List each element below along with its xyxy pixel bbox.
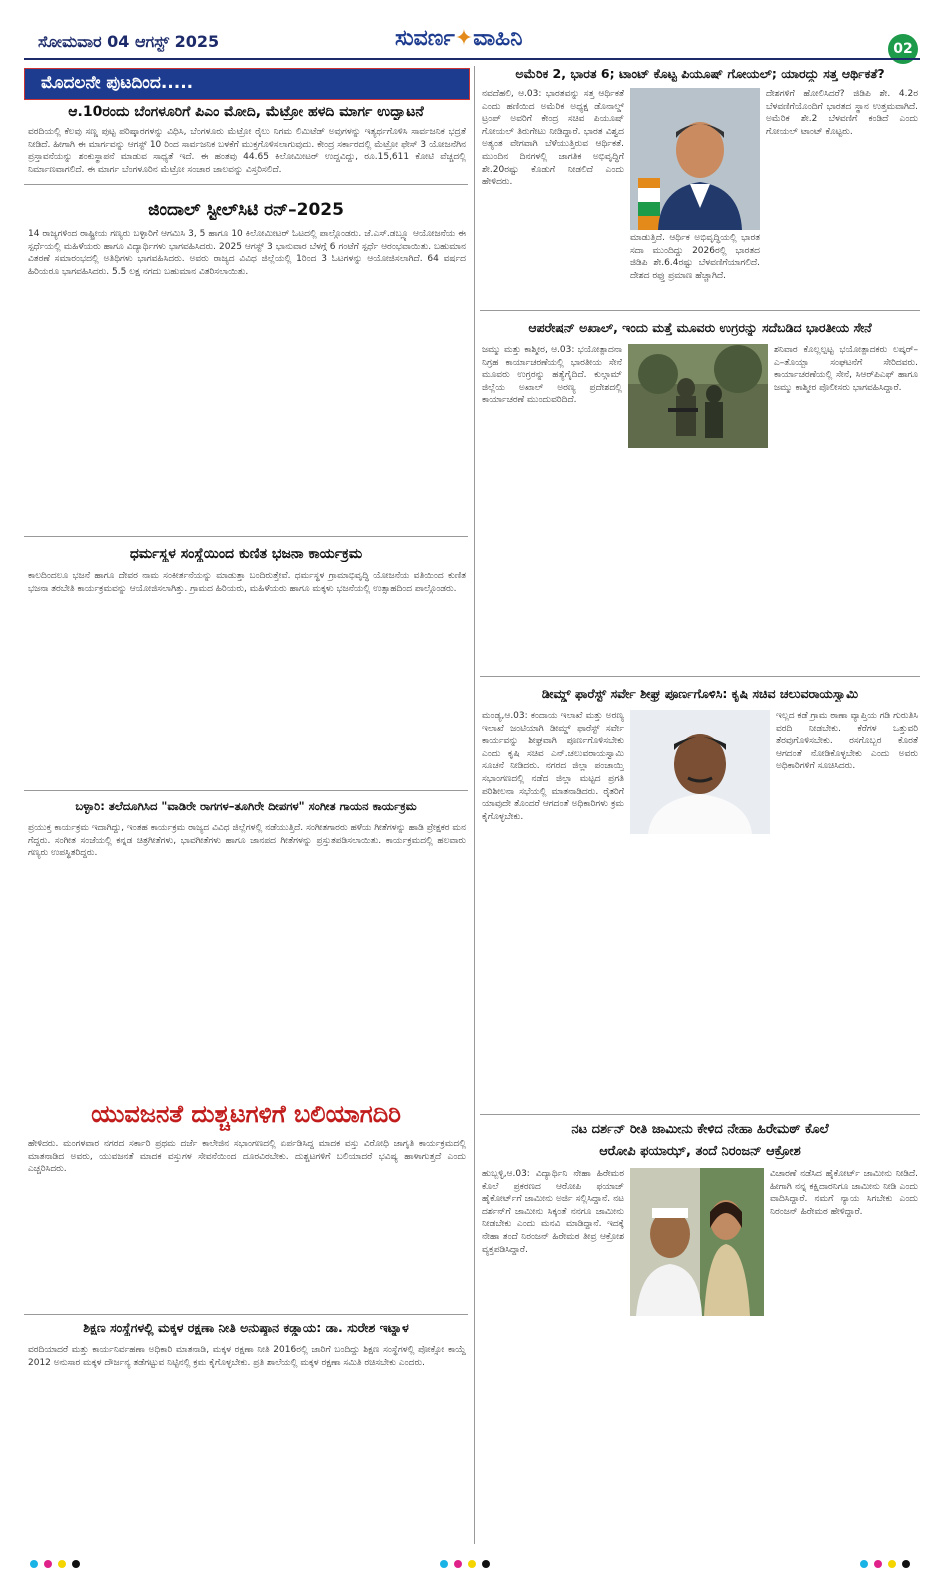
right-story3-body2: ಇಲ್ಲದ ಕಡೆ ಗ್ರಾಮ ಠಾಣಾ ವ್ಯಾಪ್ತಿಯ ಗಡಿ ಗುರುತಿಸಿ ವರದಿ ನೀಡಬೇಕು. ಕೆರೆಗಳ ಒತ್ತುವರಿ ತೆರವುಗೊಳಿಸಬೇಕು. ರಸಗೊಬ್ಬರ ಕೊರತೆ ಆಗದಂತೆ ನೋಡಿಕೊಳ್ಳಬೇಕು ಎಂದು ಅವರು ಅಧಿಕಾರಿಗಳಿಗೆ ಸೂಚಿಸಿದರು. [776,711,918,772]
right-story4-headline: ನಟ ದರ್ಶನ್ ರೀತಿ ಜಾಮೀನು ಕೇಳಿದ ನೇಹಾ ಹಿರೇಮಠ್ ಕೊಲೆ [571,1122,829,1137]
right-story3-body-cont [630,838,770,1110]
left-story4-headline: ಬಳ್ಳಾರಿ: ತಲೆದೂಗಿಸಿದ "ವಾಡಿರೇ ರಾಗಗಳ–ತೂಗಿರೇ ದೀಪಗಳ" ಸಂಗೀತ ಗಾಯನ ಕಾರ್ಯಕ್ರಮ [75,799,417,813]
masthead-emblem-icon: ✦ [454,26,474,51]
left-story6-body: ವರದಿಯಾದರೆ ಮತ್ತು ಕಾರ್ಯನಿರ್ವಹಣಾ ಅಧಿಕಾರಿ ಮಾತನಾಡಿ, ಮಕ್ಕಳ ರಕ್ಷಣಾ ನೀತಿ 2016ರಲ್ಲಿ ಜಾರಿಗೆ ಬಂದಿದ್ದು ಶಿಕ್ಷಣ ಸಂಸ್ಥೆಗಳಲ್ಲಿ ಪೋಕ್ಸೋ ಕಾಯ್ದೆ 2012 ಅನುಸಾರ ಮಕ್ಕಳ ದೌರ್ಜನ್ಯ ತಡೆಗಟ್ಟುವ ನಿಟ್ಟಿನಲ್ಲಿ ಕ್ರಮ ಕೈಗೊಳ್ಳಬೇಕು. ಪ್ರತಿ ಶಾಲೆಯಲ್ಲಿ ಮಕ್ಕಳ ರಕ್ಷಣಾ ಸಮಿತಿ ರಚಿಸಬೇಕು ಎಂದರು. [28,1345,466,1368]
issue-date: ಸೋಮವಾರ 04 ಆಗಸ್ಟ್ 2025 [38,32,220,51]
right-story4-body-cont [630,1320,764,1540]
right-story3-headline: ಡೀಮ್ಡ್ ಫಾರೆಸ್ಟ್ ಸರ್ವೇ ಶೀಘ್ರ ಪೂರ್ಣಗೊಳಿಸಿ: ಕೃಷಿ ಸಚಿವ ಚಲುವರಾಯಸ್ವಾಮಿ [541,686,859,701]
header-rule [24,58,920,60]
divider [24,536,468,537]
neha-family-photo [630,1168,764,1316]
right-story1-body3: ದೇಶಗಳಿಗೆ ಹೋಲಿಸಿದರೆ? ಜಿಡಿಪಿ ಶೇ. 4.2ರ ಬೆಳವಣಿಗೆಯೊಂದಿಗೆ ಭಾರತದ ಸ್ಥಾನ ಉತ್ತಮವಾಗಿದೆ. ಅಮೆರಿಕ ಶೇ.2 ಬೆಳವಣಿಗೆ ಕಂಡಿದೆ ಎಂದು ಗೋಯಲ್ ಟಾಂಟ್ ಕೊಟ್ಟರು. [766,89,918,137]
soldiers-photo [628,344,768,448]
left-story1-headline: ಆ.10ರಂದು ಬೆಂಗಳೂರಿಗೆ ಪಿಎಂ ಮೋದಿ, ಮೆಟ್ರೋ ಹಳದಿ ಮಾರ್ಗ ಉದ್ಘಾಟನೆ [68,104,424,120]
left-story6-headline: ಶಿಕ್ಷಣ ಸಂಸ್ಥೆಗಳಲ್ಲಿ ಮಕ್ಕಳ ರಕ್ಷಣಾ ನೀತಿ ಅನುಷ್ಠಾನ ಕಡ್ಡಾಯ: ಡಾ. ಸುರೇಶ ಇಟ್ನಾಳ [83,1320,409,1335]
masthead-part2: ವಾಹಿನಿ [473,26,523,51]
column-divider [474,66,475,1544]
left-story2-body: 14 ರಾಜ್ಯಗಳಿಂದ ರಾಷ್ಟ್ರೀಯ ಗಣ್ಯರು ಬಳ್ಳಾರಿಗೆ ಆಗಮಿಸಿ 3, 5 ಹಾಗೂ 10 ಕಿಲೋಮೀಟರ್ ಓಟದಲ್ಲಿ ಪಾಲ್ಗೊಂಡರು. ಜೆ.ಎಸ್.ಡಬ್ಲ್ಯೂ ಆಯೋಜನೆಯ ಈ ಸ್ಪರ್ಧೆಯಲ್ಲಿ ಮಹಿಳೆಯರು ಹಾಗೂ ವಿದ್ಯಾರ್ಥಿಗಳು ಭಾಗವಹಿಸಿದರು. 2025 ಆಗಸ್ಟ್ 3 ಭಾನುವಾರ ಬೆಳಗ್ಗೆ 6 ಗಂಟೆಗೆ ಸ್ಪರ್ಧೆ ಆರಂಭವಾಯಿತು. ಬಹುಮಾನ ವಿತರಣೆ ಸಮಾರಂಭದಲ್ಲಿ ಅತಿಥಿಗಳು ಭಾಗವಹಿಸಿದರು. ಅವರು ರಾಜ್ಯದ ವಿವಿಧ ಜಿಲ್ಲೆಯಲ್ಲಿ 1ರಿಂದ 3 ಓಟಗಳನ್ನು ಆಯೋಜಿಸಲಾಗಿದೆ. 64 ವರ್ಷದ ಹಿರಿಯರೂ ಭಾಗವಹಿಸಿದರು. 5.5 ಲಕ್ಷ ನಗದು ಬಹುಮಾನ ವಿತರಿಸಲಾಯಿತು. [28,229,466,277]
section-banner-label: ಮೊದಲನೇ ಪುಟದಿಂದ..... [41,73,194,93]
divider [480,1114,920,1115]
right-story3-body: ಮಂಡ್ಯ,ಆ.03: ಕಂದಾಯ ಇಲಾಖೆ ಮತ್ತು ಅರಣ್ಯ ಇಲಾಖೆ ಜಂಟಿಯಾಗಿ ಡೀಮ್ಡ್ ಫಾರೆಸ್ಟ್ ಸರ್ವೇ ಕಾರ್ಯವನ್ನು ಶೀಘ್ರವಾಗಿ ಪೂರ್ಣಗೊಳಿಸಬೇಕು ಎಂದು ಕೃಷಿ ಸಚಿವ ಎನ್.ಚಲುವರಾಯಸ್ವಾಮಿ ಸೂಚನೆ ನೀಡಿದರು. ನಗರದ ಜಿಲ್ಲಾ ಪಂಚಾಯ್ತಿ ಸಭಾಂಗಣದಲ್ಲಿ ನಡೆದ ಜಿಲ್ಲಾ ಮಟ್ಟದ ಪ್ರಗತಿ ಪರಿಶೀಲನಾ ಸಭೆಯಲ್ಲಿ ಮಾತನಾಡಿದರು. ರೈತರಿಗೆ ಯಾವುದೇ ತೊಂದರೆ ಆಗದಂತೆ ಅಧಿಕಾರಿಗಳು ಕ್ರಮ ಕೈಗೊಳ್ಳಬೇಕು. [482,711,624,822]
right-story2-body: ಜಮ್ಮು ಮತ್ತು ಕಾಶ್ಮೀರ, ಆ.03: ಭಯೋತ್ಪಾದನಾ ನಿಗ್ರಹ ಕಾರ್ಯಾಚರಣೆಯಲ್ಲಿ ಭಾರತೀಯ ಸೇನೆ ಮೂವರು ಉಗ್ರರನ್ನು ಹತ್ಯೆಗೈದಿದೆ. ಕುಲ್ಗಾಮ್ ಜಿಲ್ಲೆಯ ಅಖಾಲ್ ಅರಣ್ಯ ಪ್ರದೇಶದಲ್ಲಿ ಕಾರ್ಯಾಚರಣೆ ಮುಂದುವರಿದಿದೆ. [482,345,622,406]
divider [24,790,468,791]
print-marks-right [860,1553,916,1572]
minister-photo [630,710,770,834]
page-number: 02 [888,34,918,64]
left-story5-body: ಹೇಳಿದರು. ಮಂಗಳವಾರ ನಗರದ ಸರ್ಕಾರಿ ಪ್ರಥಮ ದರ್ಜೆ ಕಾಲೇಜಿನ ಸಭಾಂಗಣದಲ್ಲಿ ಏರ್ಪಡಿಸಿದ್ದ ಮಾದಕ ವಸ್ತು ವಿರೋಧಿ ಜಾಗೃತಿ ಕಾರ್ಯಕ್ರಮದಲ್ಲಿ ಮಾತನಾಡಿದ ಅವರು, ಯುವಜನತೆ ಮಾದಕ ವಸ್ತುಗಳ ಸೇವನೆಯಿಂದ ದೂರವಿರಬೇಕು. ದುಶ್ಚಟಗಳಿಗೆ ಬಲಿಯಾದರೆ ಭವಿಷ್ಯ ಹಾಳಾಗುತ್ತದೆ ಎಂದು ಎಚ್ಚರಿಸಿದರು. [28,1139,466,1175]
goyal-photo [630,88,760,230]
right-story2-headline: ಆಪರೇಷನ್ ಅಖಾಲ್, ಇಂದು ಮತ್ತೆ ಮೂವರು ಉಗ್ರರನ್ನು ಸದೆಬಡಿದ ಭಾರತೀಯ ಸೇನೆ [528,320,872,335]
left-story4-body: ಪ್ರಯುಕ್ತ ಕಾರ್ಯಕ್ರಮ ಇದಾಗಿದ್ದು, ಇಂತಹ ಕಾರ್ಯಕ್ರಮ ರಾಜ್ಯದ ವಿವಿಧ ಜಿಲ್ಲೆಗಳಲ್ಲಿ ನಡೆಯುತ್ತಿದೆ. ಸಂಗೀತಗಾರರು ಹಳೆಯ ಗೀತೆಗಳನ್ನು ಹಾಡಿ ಪ್ರೇಕ್ಷಕರ ಮನ ಗೆದ್ದರು. ಸಂಗೀತ ಸಂಜೆಯಲ್ಲಿ ಕನ್ನಡ ಚಿತ್ರಗೀತೆಗಳು, ಭಾವಗೀತೆಗಳು ಹಾಗೂ ಜಾನಪದ ಗೀತೆಗಳನ್ನು ಪ್ರಸ್ತುತಪಡಿಸಲಾಯಿತು. ಕಾರ್ಯಕ್ರಮದಲ್ಲಿ ಹಲವಾರು ಗಣ್ಯರು ಉಪಸ್ಥಿತರಿದ್ದರು. [28,823,466,859]
masthead [395,26,522,51]
right-story2-body2: ಶನಿವಾರ ಕೊಲ್ಲಲ್ಪಟ್ಟ ಭಯೋತ್ಪಾದಕರು ಲಷ್ಕರ್–ಎ–ತೊಯ್ಬಾ ಸಂಘಟನೆಗೆ ಸೇರಿದವರು. ಕಾರ್ಯಾಚರಣೆಯಲ್ಲಿ ಸೇನೆ, ಸಿಆರ್‌ಪಿಎಫ್ ಹಾಗೂ ಜಮ್ಮು ಕಾಶ್ಮೀರ ಪೊಲೀಸರು ಭಾಗವಹಿಸಿದ್ದಾರೆ. [774,345,918,393]
right-story4-body2: ವಿಚಾರಣೆ ನಡೆಸಿದ ಹೈಕೋರ್ಟ್ ಜಾಮೀನು ನೀಡಿದೆ. ಹೀಗಾಗಿ ನನ್ನ ಕಕ್ಷಿದಾರನಿಗೂ ಜಾಮೀನು ನೀಡಿ ಎಂದು ವಾದಿಸಿದ್ದಾರೆ. ನಮಗೆ ನ್ಯಾಯ ಸಿಗಬೇಕು ಎಂದು ನಿರಂಜನ್ ಹಿರೇಮಠ ಹೇಳಿದ್ದಾರೆ. [770,1169,918,1217]
right-story4-headline2: ಆರೋಪಿ ಫಯಾಝ್, ತಂದೆ ನಿರಂಜನ್ ಆಕ್ರೋಶ [599,1144,801,1159]
right-story2-body-cont [628,454,768,670]
divider [24,1314,468,1315]
divider [24,184,468,185]
left-story3-body: ಕಾಲದಿಂದಲೂ ಭಜನೆ ಹಾಗೂ ದೇವರ ನಾಮ ಸಂಕೀರ್ತನೆಯನ್ನು ಮಾಡುತ್ತಾ ಬಂದಿರುತ್ತೇವೆ. ಧರ್ಮಸ್ಥಳ ಗ್ರಾಮಾಭಿವೃದ್ಧಿ ಯೋಜನೆಯ ವತಿಯಿಂದ ಕುಣಿತ ಭಜನಾ ತರಬೇತಿ ಕಾರ್ಯಕ್ರಮವನ್ನು ಆಯೋಜಿಸಲಾಗಿತ್ತು. ಗ್ರಾಮದ ಹಿರಿಯರು, ಮಹಿಳೆಯರು ಹಾಗೂ ಮಕ್ಕಳು ಭಜನೆಯಲ್ಲಿ ಉತ್ಸಾಹದಿಂದ ಪಾಲ್ಗೊಂಡರು. [28,571,466,594]
left-story5-headline: ಯುವಜನತೆ ದುಶ್ಚಟಗಳಿಗೆ ಬಲಿಯಾಗದಿರಿ [91,1100,401,1128]
right-story1-headline: ಅಮೆರಿಕ 2, ಭಾರತ 6; ಟಾಂಟ್ ಕೊಟ್ಟ ಪಿಯೂಷ್ ಗೋಯಲ್; ಯಾರದ್ದು ಸತ್ತ ಆರ್ಥಿಕತೆ? [515,66,885,81]
left-story3-headline: ಧರ್ಮಸ್ಥಳ ಸಂಸ್ಥೆಯಿಂದ ಕುಣಿತ ಭಜನಾ ಕಾರ್ಯಕ್ರಮ [129,546,363,562]
right-story4-body: ಹುಬ್ಬಳ್ಳಿ,ಆ.03: ವಿದ್ಯಾರ್ಥಿನಿ ನೇಹಾ ಹಿರೇಮಠ ಕೊಲೆ ಪ್ರಕರಣದ ಆರೋಪಿ ಫಯಾಜ್ ಹೈಕೋರ್ಟ್‌ಗೆ ಜಾಮೀನು ಅರ್ಜಿ ಸಲ್ಲಿಸಿದ್ದಾನೆ. ನಟ ದರ್ಶನ್‌ಗೆ ಜಾಮೀನು ಸಿಕ್ಕಂತೆ ನನಗೂ ಜಾಮೀನು ನೀಡಬೇಕು ಎಂದು ಮನವಿ ಮಾಡಿದ್ದಾನೆ. ಇದಕ್ಕೆ ನೇಹಾ ತಂದೆ ನಿರಂಜನ್ ಹಿರೇಮಠ ತೀವ್ರ ಆಕ್ರೋಶ ವ್ಯಕ್ತಪಡಿಸಿದ್ದಾರೆ. [482,1169,624,1255]
left-story1-body: ವರದಿಯಲ್ಲಿ ಕೆಲವು ಸಣ್ಣ ಪುಟ್ಟ ಪರಿಷ್ಕಾರಗಳನ್ನು ವಿಧಿಸಿ, ಬೆಂಗಳೂರು ಮೆಟ್ರೋ ರೈಲು ನಿಗಮ ಲಿಮಿಟೆಡ್ ಅವುಗಳನ್ನು ಇತ್ಯರ್ಥಗೊಳಿಸಿ ಸಾರ್ವಜನಿಕ ಭದ್ರತೆ ನೀಡಿದೆ. ಹೀಗಾಗಿ ಈ ಮಾರ್ಗವನ್ನು ಆಗಸ್ಟ್ 10 ರಿಂದ ಸಾರ್ವಜನಿಕ ಬಳಕೆಗೆ ಮುಕ್ತಗೊಳಿಸಲಾಗುವುದು. ಕೇಂದ್ರ ಸರ್ಕಾರದಲ್ಲಿ ಮೆಟ್ರೋ ಫೇಸ್ 3 ಯೋಜನೆಗಿನ ಪ್ರಸ್ತಾವನೆಯನ್ನು ಶಂಕುಸ್ಥಾಪನೆ ಮಾಡುವ ಸಾಧ್ಯತೆ ಇದೆ. ಈ ಹಂತವು 44.65 ಕಿಲೋಮೀಟರ್ ಉದ್ದವಿದ್ದು, ರೂ.15,611 ಕೋಟಿ ವೆಚ್ಚದಲ್ಲಿ ನಿರ್ಮಾಣವಾಗಲಿದೆ. ಈ ಮಾರ್ಗ ಬೆಂಗಳೂರಿನ ಮೆಟ್ರೋ ಸಂಚಾರ ಜಾಲವನ್ನು ವಿಸ್ತರಿಸಲಿದೆ. [28,127,466,175]
right-story1-body2: ಮಾಡುತ್ತಿದೆ. ಆರ್ಥಿಕ ಅಭಿವೃದ್ಧಿಯಲ್ಲಿ ಭಾರತ ಸದಾ ಮುಂದಿದ್ದು 2026ರಲ್ಲಿ ಭಾರತದ ಜಿಡಿಪಿ ಶೇ.6.4ರಷ್ಟು ಬೆಳವಣಿಗೆಯಾಗಲಿದೆ. ದೇಶದ ರಫ್ತು ಪ್ರಮಾಣ ಹೆಚ್ಚಾಗಿದೆ. [630,233,760,281]
left-story2-headline: ಜಿಂದಾಲ್ ಸ್ಟೀಲ್‌ಸಿಟಿ ರನ್–2025 [148,200,344,220]
right-story1-body: ನವದೆಹಲಿ, ಆ.03: ಭಾರತವನ್ನು ಸತ್ತ ಆರ್ಥಿಕತೆ ಎಂದು ಹಣಿಯಿದ ಅಮೆರಿಕ ಅಧ್ಯಕ್ಷ ಡೊನಾಲ್ಡ್ ಟ್ರಂಪ್ ಅವರಿಗೆ ಕೇಂದ್ರ ಸಚಿವ ಪಿಯೂಷ್ ಗೋಯಲ್ ತಿರುಗೇಟು ನೀಡಿದ್ದಾರೆ. ಭಾರತ ವಿಶ್ವದ ಅತ್ಯಂತ ವೇಗವಾಗಿ ಬೆಳೆಯುತ್ತಿರುವ ಆರ್ಥಿಕತೆ. ಮುಂದಿನ ದಿನಗಳಲ್ಲಿ ಜಾಗತಿಕ ಅಭಿವೃದ್ಧಿಗೆ ಶೇ.20ರಷ್ಟು ಕೊಡುಗೆ ನೀಡಲಿದೆ ಎಂದು ಹೇಳಿದರು. [482,89,624,188]
masthead-part1: ಸುವರ್ಣ [395,26,455,51]
print-marks-center [440,1553,496,1572]
print-marks-left [30,1553,86,1572]
divider [480,310,920,311]
divider [480,676,920,677]
section-banner [24,68,470,100]
